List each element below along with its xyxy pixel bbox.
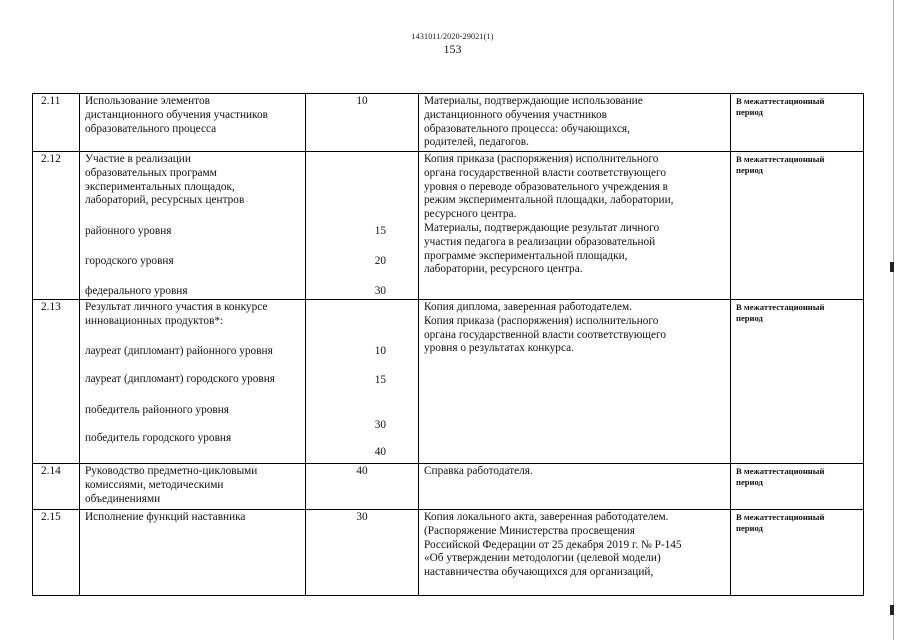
document-line: дистанционного обучения участников (424, 108, 607, 121)
criterion-line: образовательного процесса (85, 122, 217, 135)
points-value: 40 (374, 446, 386, 459)
row-number: 2.14 (33, 464, 80, 510)
document-line: режим экспериментальной площадки, лаборатории, (424, 194, 674, 207)
points-cell (306, 300, 419, 464)
points-value: 20 (374, 254, 386, 267)
points-cell (306, 152, 419, 300)
points-cell (306, 94, 419, 152)
documents-cell (419, 94, 731, 152)
document-line: (Распоряжение Министерства просвещения (424, 524, 635, 537)
criterion-line: комиссиями, методическими (85, 478, 224, 491)
sub-criterion-label: городского уровня (85, 254, 174, 267)
period-cell (731, 300, 864, 464)
sub-criterion-label: победитель районного уровня (85, 404, 229, 417)
criterion-line: инновационных продуктов*: (85, 314, 224, 327)
points-value: 40 (356, 465, 368, 477)
criterion-cell (80, 300, 306, 464)
points-value: 15 (374, 225, 386, 237)
criterion-cell (80, 464, 306, 510)
document-line: ресурсного центра. (424, 208, 517, 221)
criterion-line: дистанционного обучения участников (85, 108, 268, 121)
points-cell (306, 464, 419, 510)
table-row (33, 300, 864, 464)
document-line: Копия локального акта, заверенная работодателем. (424, 511, 669, 523)
criterion-line: объединениями (85, 492, 161, 505)
points-value: 15 (374, 373, 386, 386)
period-line: период (736, 313, 763, 323)
sub-criterion-label: победитель городского уровня (85, 431, 232, 444)
period-line: период (736, 165, 763, 175)
document-line: участия педагога в реализации образовательной (424, 235, 656, 248)
row-number: 2.11 (33, 94, 80, 152)
table-row (33, 152, 864, 300)
points-value: 10 (374, 345, 386, 357)
document-line: Российской Федерации от 25 декабря 2019 г. № Р-145 (424, 538, 682, 551)
criterion-line: Исполнение функций наставника (85, 511, 246, 523)
document-id: 1431011/2020-29021(1) (411, 32, 494, 41)
period-line: В межаттестационный (736, 96, 825, 106)
documents-cell (419, 152, 731, 300)
document-line: наставничества обучающихся для организаций, (424, 566, 654, 579)
scan-mark (890, 605, 894, 615)
period-line: В межаттестационный (736, 512, 825, 522)
table-row (33, 464, 864, 510)
period-cell (731, 464, 864, 510)
criterion-line: лабораторий, ресурсных центров (85, 194, 245, 207)
document-line: органа государственной власти соответствующего (424, 328, 666, 341)
criterion-cell (80, 94, 306, 152)
period-line: В межаттестационный (736, 466, 825, 476)
documents-cell (419, 300, 731, 464)
criterion-line: экспериментальных площадок, (85, 180, 235, 193)
period-line: В межаттестационный (736, 154, 825, 164)
row-number: 2.13 (33, 300, 80, 464)
criterion-line: Результат личного участия в конкурсе (85, 301, 268, 313)
row-number: 2.15 (33, 510, 80, 596)
sub-criterion-label: федерального уровня (85, 284, 188, 297)
document-line: Справка работодателя. (424, 465, 533, 477)
document-line: родителей, педагогов. (424, 136, 529, 149)
document-line: «Об утверждении методологии (целевой модели) (424, 552, 661, 565)
criteria-table (32, 93, 864, 596)
criterion-line: Руководство предметно-цикловыми (85, 465, 258, 477)
document-line: Материалы, подтверждающие результат личного (424, 221, 660, 234)
documents-cell (419, 464, 731, 510)
criterion-cell (80, 510, 306, 596)
period-line: период (736, 107, 763, 117)
table-row (33, 94, 864, 152)
page-number: 153 (443, 42, 462, 56)
criterion-line: Участие в реализации (85, 153, 191, 165)
document-line: Копия диплома, заверенная работодателем. (424, 301, 632, 313)
documents-cell (419, 510, 731, 596)
table-row (33, 510, 864, 596)
document-line: уровня о переводе образовательного учреждения в (424, 180, 668, 193)
points-value: 30 (374, 284, 386, 297)
period-cell (731, 152, 864, 300)
points-value: 30 (374, 418, 386, 431)
period-line: период (736, 523, 763, 533)
document-line: образовательного процесса: обучающихся, (424, 122, 630, 135)
period-cell (731, 94, 864, 152)
period-cell (731, 510, 864, 596)
document-line: программе экспериментальной площадки, (424, 249, 628, 262)
document-line: уровня о результатах конкурса. (424, 342, 574, 355)
criterion-cell (80, 152, 306, 300)
points-value: 10 (356, 95, 368, 107)
period-line: В межаттестационный (736, 302, 825, 312)
document-line: Материалы, подтверждающие использование (424, 95, 643, 107)
document-line: Копия приказа (распоряжения) исполнительного (424, 153, 659, 165)
points-cell (306, 510, 419, 596)
sub-criterion-label: лауреат (дипломант) районного уровня (85, 344, 273, 357)
criterion-line: Использование элементов (85, 95, 210, 107)
document-line: лаборатории, ресурсного центра. (424, 263, 583, 276)
scan-mark (890, 262, 894, 272)
sub-criterion-label: лауреат (дипломант) городского уровня (85, 373, 275, 386)
document-line: Копия приказа (распоряжения) исполнительного (424, 314, 659, 327)
criterion-line: образовательных программ (85, 166, 217, 179)
period-line: период (736, 477, 763, 487)
sub-criterion-label: районного уровня (85, 225, 172, 238)
points-value: 30 (356, 511, 368, 523)
scan-edge-line (893, 0, 894, 640)
document-line: органа государственной власти соответствующего (424, 166, 666, 179)
row-number: 2.12 (33, 152, 80, 300)
